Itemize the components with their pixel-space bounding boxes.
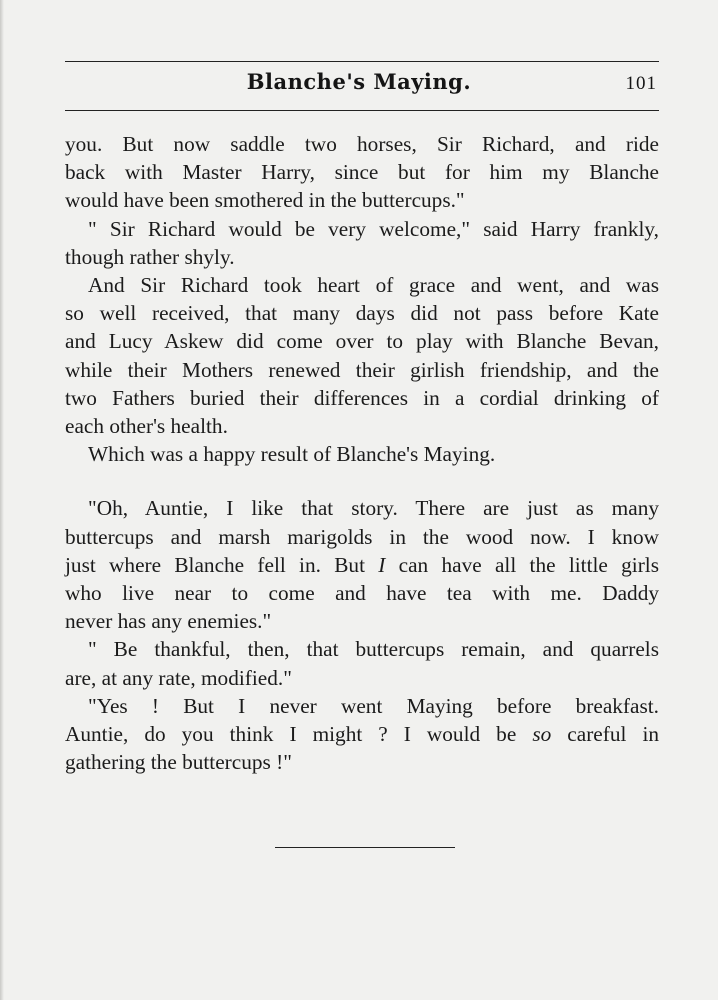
text-line: " Sir Richard would be very welcome," said Harry frankly, [88,216,659,241]
text-line: are, at any rate, modified." [65,665,292,690]
section-gap [65,468,659,494]
paragraph [65,440,659,468]
text-line: And Sir Richard took heart of grace and went, and was [88,273,659,298]
text-line: so well received, that many days did not pass before Kate [65,301,659,326]
text-segment: Auntie, do you think I might ? I would be [65,722,517,747]
text-line: and Lucy Askew did come over to play with Blanche Bevan, [65,329,659,354]
paragraph [65,130,659,215]
text-line: gathering the buttercups !" [65,750,292,775]
text-line: back with Master Harry, since but for him my Blanche [65,160,659,185]
italic-word: I [378,552,386,577]
header-rule [65,110,659,111]
text-line: never has any enemies." [65,609,272,634]
text-line: " Be thankful, then, that buttercups remain, and quarrels [88,637,659,662]
text-line: two Fathers buried their differences in a cordial drinking of [65,385,659,410]
text-line [65,720,659,748]
text-line: you. But now saddle two horses, Sir Richard, and ride [65,132,659,156]
paragraph [65,635,659,691]
paragraph [65,215,659,271]
text-segment: just where Blanche fell in. But [65,552,365,577]
top-rule [65,61,659,62]
body-text [65,130,659,776]
text-segment: can have all the little girls [385,552,659,577]
text-line: while their Mothers renewed their girlish friendship, and the [65,357,659,382]
paragraph [65,271,659,440]
paragraph [65,692,659,777]
page-edge-shadow [0,0,4,1000]
text-line: "Oh, Auntie, I like that story. There are just as many [88,496,659,521]
text-line: though rather shyly. [65,244,235,269]
end-rule [275,847,455,848]
paragraph [65,494,659,635]
running-title: Blanche's Maying. [246,69,472,94]
text-line: Which was a happy result of Blanche's Maying. [88,442,496,467]
text-line: buttercups and marsh marigolds in the wood now. I know [65,524,659,549]
text-line: "Yes ! But I never went Maying before breakfast. [88,693,659,718]
text-line: who live near to come and have tea with me. Daddy [65,581,659,606]
italic-word: so [532,722,552,747]
text-segment: careful in [551,722,660,747]
page-number: 101 [625,73,657,94]
text-line: each other's health. [65,414,228,439]
text-line [65,551,659,579]
text-line: would have been smothered in the buttercups." [65,188,465,213]
